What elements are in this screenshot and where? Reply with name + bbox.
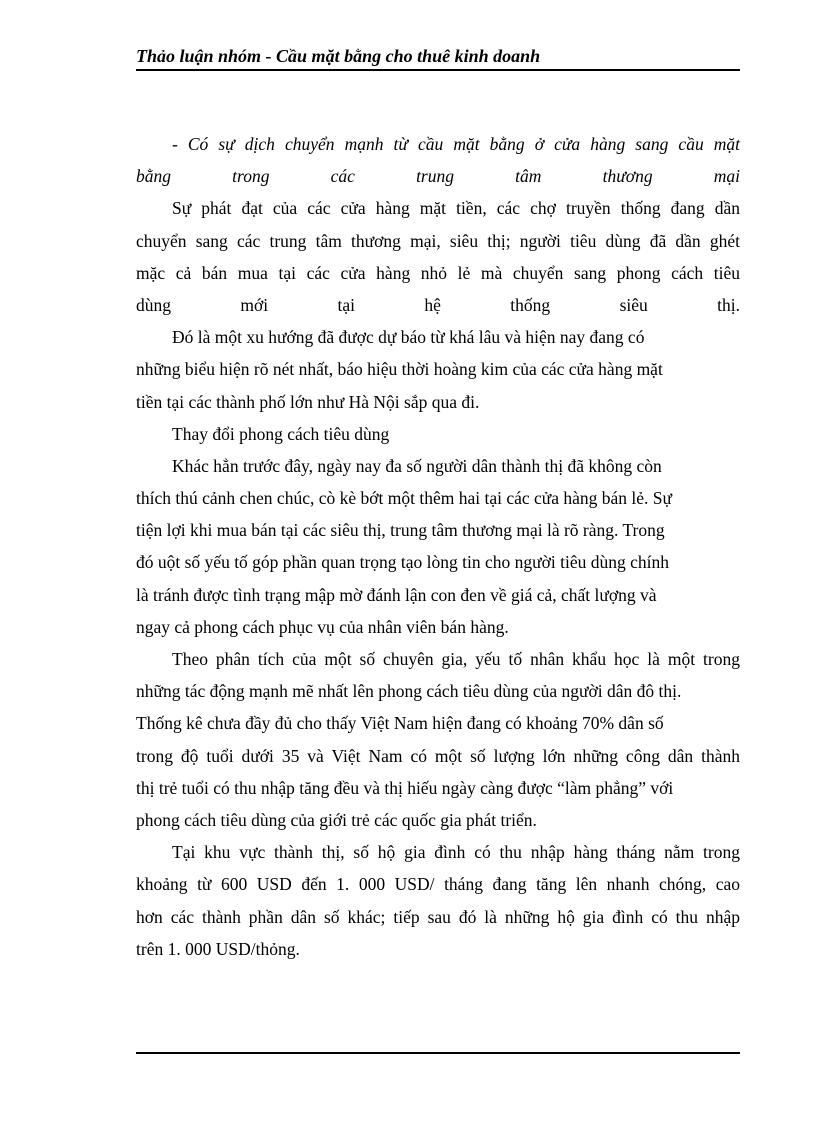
page-header-title: Thảo luận nhóm - Cầu mặt bằng cho thuê kinh doanh: [136, 46, 541, 66]
text-line: tiền tại các thành phố lớn như Hà Nội sắp qua đi.: [136, 391, 480, 412]
section-heading: Thay đổi phong cách tiêu dùng: [172, 423, 390, 444]
text-line: những biểu hiện rõ nét nhất, báo hiệu thời hoàng kim của các cửa hàng mặt: [136, 359, 663, 380]
text-line: những tác động mạnh mẽ nhất lên phong cách tiêu dùng của người dân đô thị.: [136, 681, 682, 702]
text-line: dùng mới tại hệ thống siêu thị.: [136, 294, 740, 315]
document-body: [136, 128, 740, 965]
text-line: Khác hẳn trước đây, ngày nay đa số người dân thành thị đã không còn: [172, 455, 662, 476]
text-line: là tránh được tình trạng mập mờ đánh lận con đen về giá cả, chất lượng và: [136, 584, 657, 605]
text-line: Tại khu vực thành thị, số hộ gia đình có thu nhập hàng tháng nằm trong: [172, 842, 740, 863]
text-line: thị trẻ tuổi có thu nhập tăng đều và thị hiếu ngày càng được “làm phẳng” với: [136, 777, 674, 798]
text-line: trong độ tuổi dưới 35 và Việt Nam có một số lượng lớn những công dân thành: [136, 745, 740, 766]
text-line: Theo phân tích của một số chuyên gia, yếu tố nhân khẩu học là một trong: [172, 649, 740, 669]
text-line: trên 1. 000 USD/thỏng.: [136, 938, 300, 959]
footer-rule: [136, 1052, 740, 1054]
text-line: chuyển sang các trung tâm thương mại, siêu thị; người tiêu dùng đã dần ghét: [136, 230, 740, 251]
text-line: khoảng từ 600 USD đến 1. 000 USD/ tháng đang tăng lên nhanh chóng, cao: [136, 874, 740, 895]
text-line: thích thú cảnh chen chúc, cò kè bớt một thêm hai tại các cửa hàng bán lẻ. Sự: [136, 488, 673, 509]
text-line: Đó là một xu hướng đã được dự báo từ khá lâu và hiện nay đang có: [172, 327, 645, 348]
text-line: tiện lợi khi mua bán tại các siêu thị, trung tâm thương mại là rõ ràng. Trong: [136, 520, 665, 541]
text-line: đó uột số yếu tố góp phần quan trọng tạo lòng tin cho người tiêu dùng chính: [136, 552, 669, 573]
text-line: mặc cả bán mua tại các cửa hàng nhỏ lẻ mà chuyển sang phong cách tiêu: [136, 262, 740, 283]
text-line: - Có sự dịch chuyển mạnh từ cầu mặt bằng ở cửa hàng sang cầu mặt: [172, 134, 740, 154]
text-line: ngay cả phong cách phục vụ của nhân viên bán hàng.: [136, 616, 509, 637]
text-line: bằng trong các trung tâm thương mại: [136, 166, 740, 187]
text-line: Sự phát đạt của các cửa hàng mặt tiền, các chợ truyền thống đang dần: [172, 198, 740, 219]
text-line: phong cách tiêu dùng của giới trẻ các quốc gia phát triển.: [136, 809, 537, 830]
text-line: Thống kê chưa đầy đủ cho thấy Việt Nam hiện đang có khoảng 70% dân số: [136, 713, 664, 734]
header-rule: [136, 69, 740, 71]
text-line: hơn các thành phần dân số khác; tiếp sau đó là những hộ gia đình có thu nhập: [136, 906, 740, 927]
